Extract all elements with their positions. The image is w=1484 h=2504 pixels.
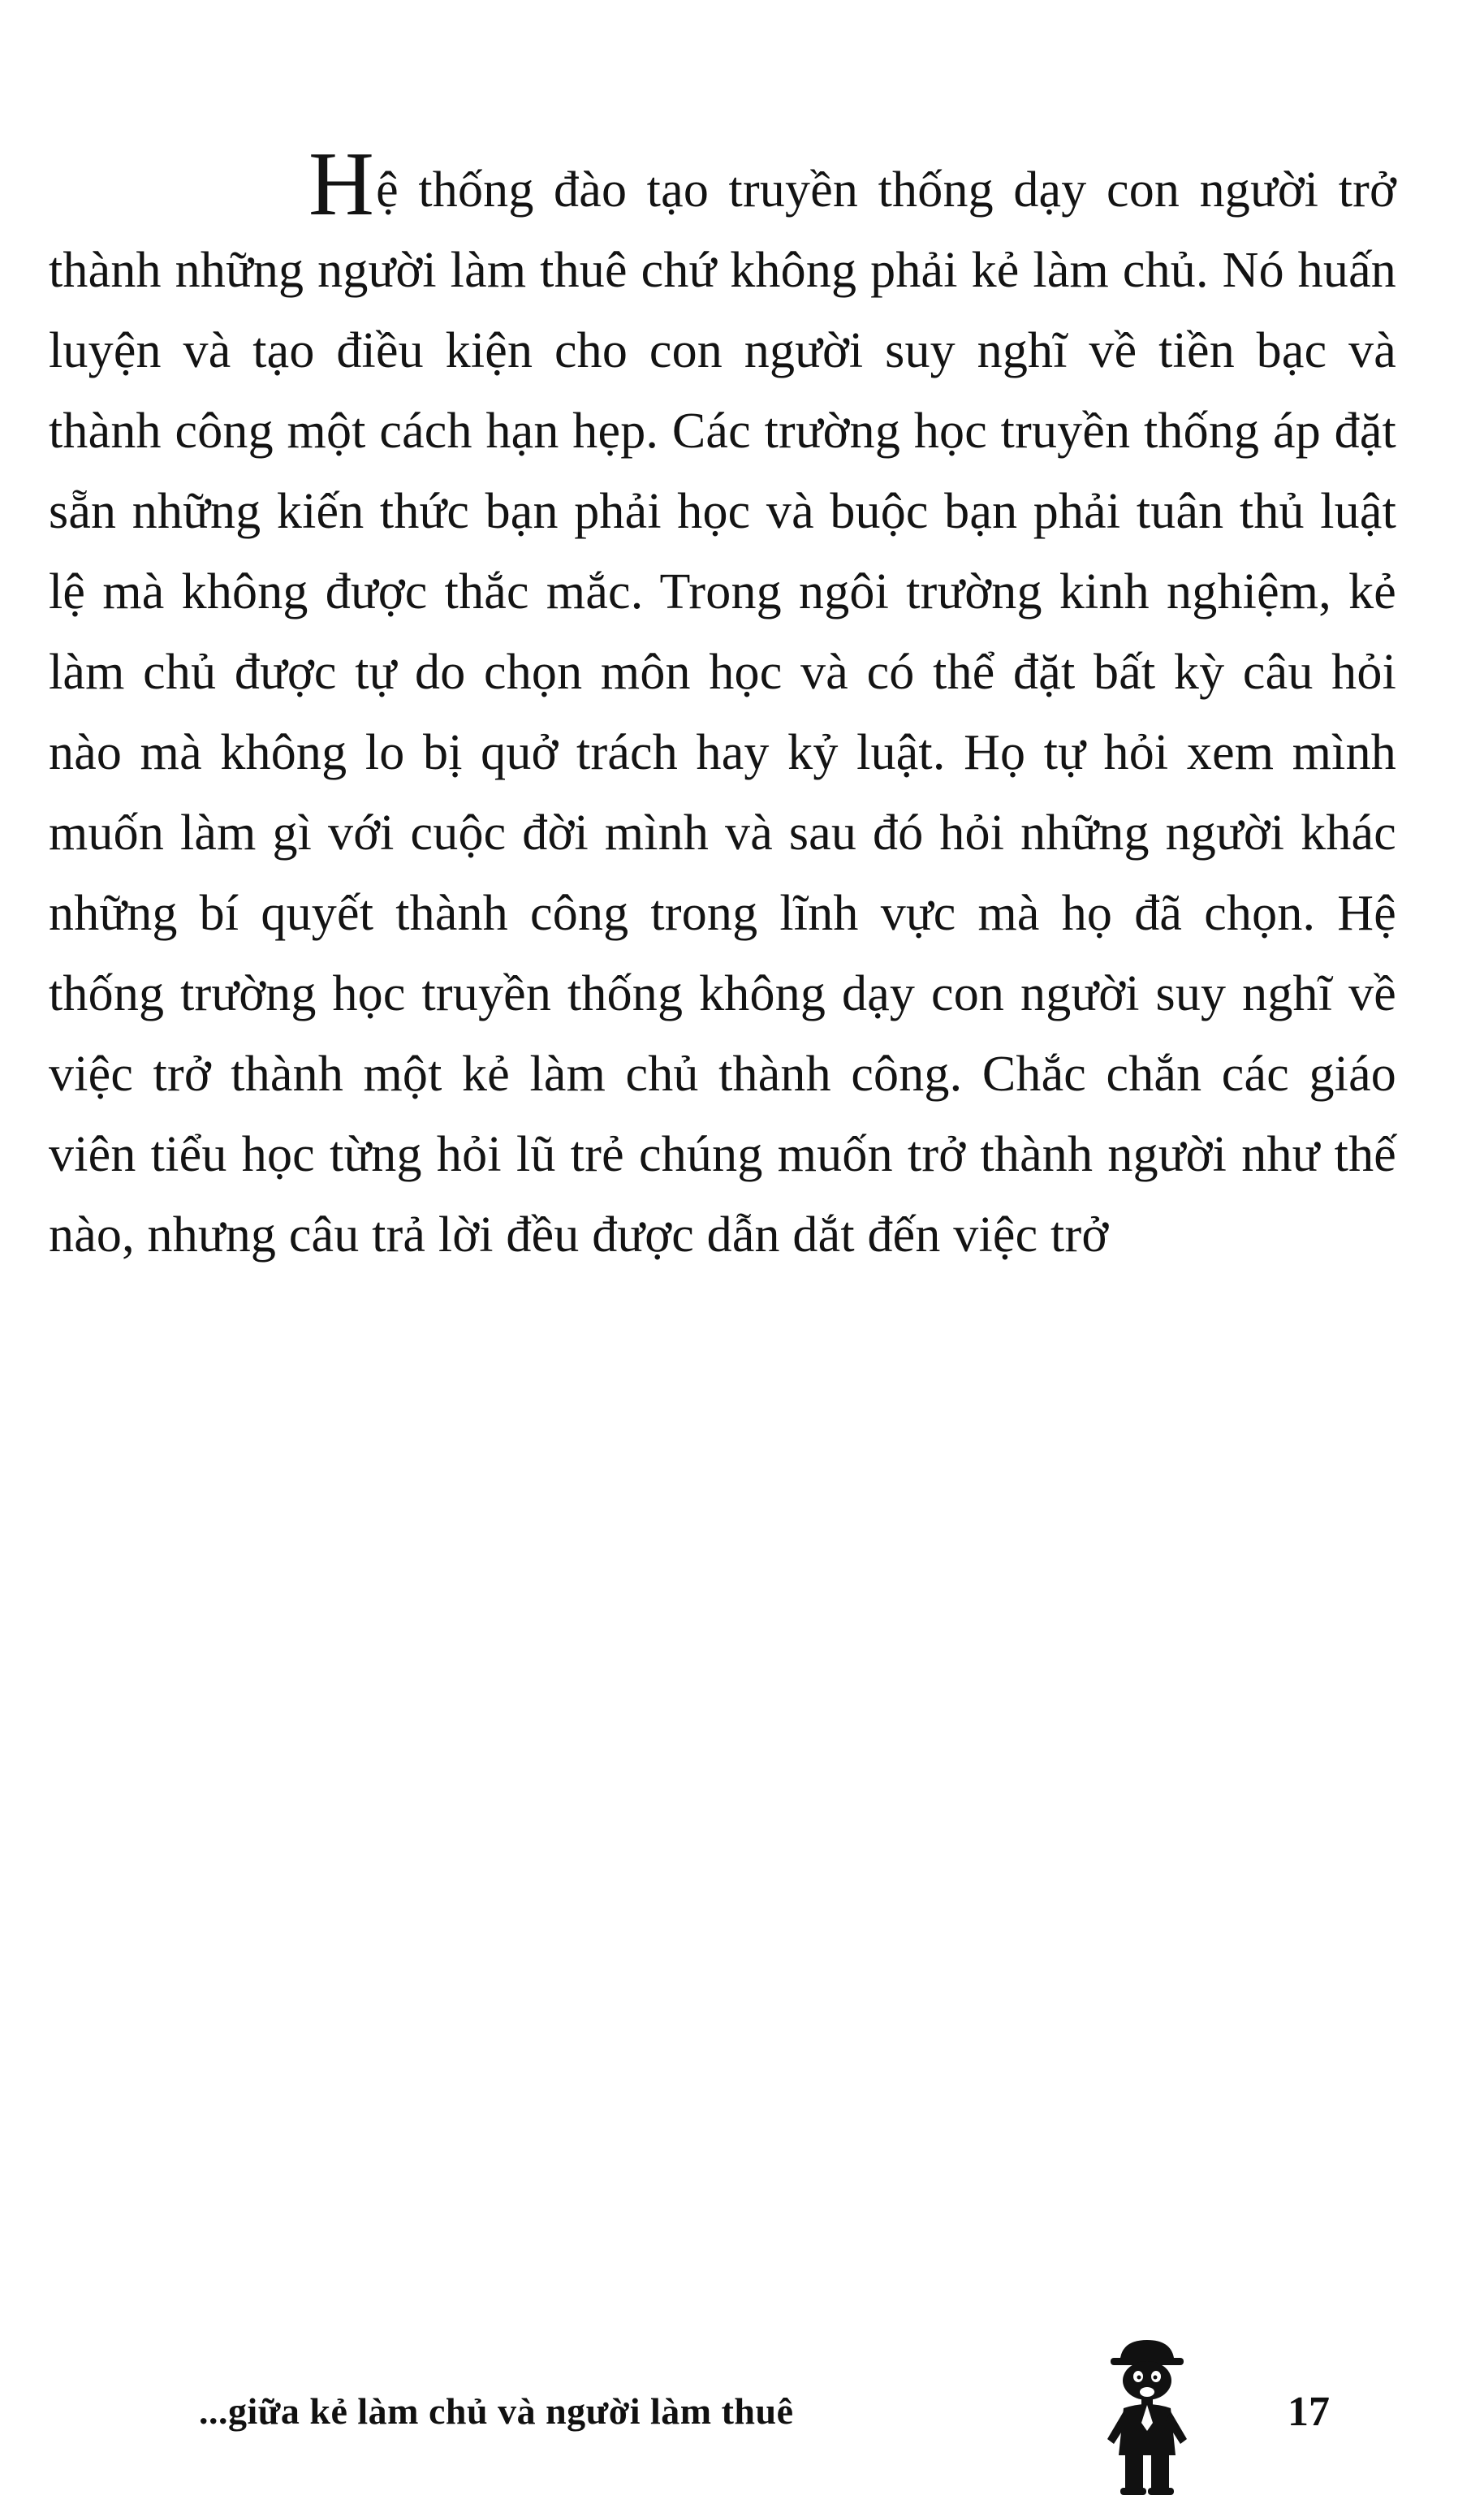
cartoon-man-icon xyxy=(1078,2333,1216,2496)
paragraph-text xyxy=(49,134,1396,1276)
paragraph-body: ệ thống đào tạo truyền thống dạy con người trở thành những người làm thuê chứ không phải kẻ làm chủ. Nó huấn luyện và tạo điều kiện cho con người suy nghĩ về tiền bạc và thành công một cách hạn hẹp. Các trường học truyền thống áp đặt sẵn những kiến thức bạn phải học và buộc bạn phải tuân thủ luật lệ mà không được thắc mắc. Trong ngôi trường kinh nghiệm, kẻ làm chủ được tự do chọn môn học và có thể đặt bất kỳ câu hỏi nào mà không lo bị quở trách hay kỷ luật. Họ tự hỏi xem mình muốn làm gì với cuộc đời mình và sau đó hỏi những người khác những bí quyết thành công trong lĩnh vực mà họ đã chọn. Hệ thống trường học truyền thống không dạy con người suy nghĩ về việc trở thành một kẻ làm chủ thành công. Chắc chắn các giáo viên tiểu học từng hỏi lũ trẻ chúng muốn trở thành người như thế nào, nhưng câu trả lời đều được dẫn dắt đến việc trở xyxy=(49,162,1396,1263)
running-title: ...giữa kẻ làm chủ và người làm thuê xyxy=(199,2390,794,2432)
page-number: 17 xyxy=(1288,2389,1330,2435)
drop-cap: H xyxy=(308,134,375,235)
body-paragraph xyxy=(49,134,1396,1276)
page-footer xyxy=(0,2260,1484,2504)
